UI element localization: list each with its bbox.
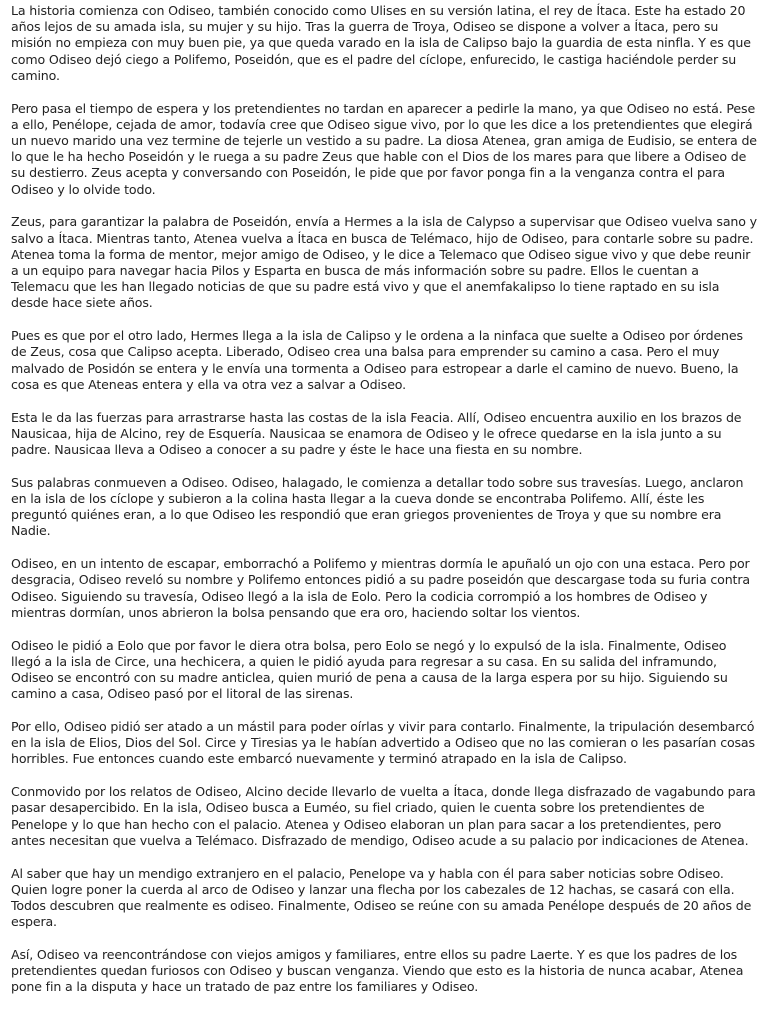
paragraph-11: Al saber que hay un mendigo extranjero en el palacio, Penelope va y habla con él para saber noticias sobre Odiseo. Quien logre poner la cuerda al arco de Odiseo y lanzar una flecha por los cabezales de 12 hachas, se casará con ella. Todos descubren que realmente es odiseo. Finalmente, Odiseo se reúne con su amada Penélope después de 20 años de espera. <box>11 865 752 930</box>
paragraph-4: Pues es que por el otro lado, Hermes llega a la isla de Calipso y le ordena a la ninfaca que suelte a Odiseo por órdenes de Zeus, cosa que Calipso acepta. Liberado, Odiseo crea una balsa para emprender su camino a casa. Pero el muy malvado de Posidón se entera y le envía una tormenta a Odiseo para estropear a darle el camino de nuevo. Bueno, la cosa es que Ateneas entera y ella va otra vez a salvar a Odiseo. <box>11 328 743 392</box>
paragraph-10: Conmovido por los relatos de Odiseo, Alcino decide llevarlo de vuelta a Ítaca, donde llega disfrazado de vagabundo para pasar desapercibido. En la isla, Odiseo busca a Euméo, su fiel criado, quien le cuenta sobre los pretendientes de Penelope y lo que han hecho con el palacio. Atenea y Odiseo elaboran un plan para sacar a los pretendientes, pero antes necesitan que vuelva a Telémaco. Disfrazado de mendigo, Odiseo acude a su palacio por indicaciones de Atenea. <box>11 784 756 848</box>
paragraph-1: La historia comienza con Odiseo, también conocido como Ulises en su versión latina, el rey de Ítaca. Este ha estado 20 años lejos de su amada isla, su mujer y su hijo. Tras la guerra de Troya, Odiseo se dispone a volver a Ítaca, pero su misión no empieza con muy buen pie, ya que queda varado en la isla de Calipso bajo la guardia de esta ninfla. Y es que como Odiseo dejó ciego a Polifemo, Poseidón, que es el padre del cíclope, enfurecido, le castiga haciéndole perder su camino. <box>11 3 751 83</box>
paragraph-12: Así, Odiseo va reencontrándose con viejos amigos y familiares, entre ellos su padre Laerte. Y es que los padres de los pretendientes quedan furiosos con Odiseo y buscan venganza. Viendo que esto es la historia de nunca acabar, Atenea pone fin a la disputa y hace un tratado de paz entre los familiares y Odiseo. <box>11 947 744 995</box>
paragraph-6: Sus palabras conmueven a Odiseo. Odiseo, halagado, le comienza a detallar todo sobre sus travesías. Luego, anclaron en la isla de los cíclope y subieron a la colina hasta llegar a la cueva donde se encontraba Polifemo. Allí, éste les preguntó quiénes eran, a lo que Odiseo les respondió que eran griegos provenientes de Troya y que su nombre era Nadie. <box>11 474 744 539</box>
paragraph-8: Odiseo le pidió a Eolo que por favor le diera otra bolsa, pero Eolo se negó y lo expulsó de la isla. Finalmente, Odiseo llegó a la isla de Circe, una hechicera, a quien le pidió ayuda para regresar a su casa. En su salida del inframundo, Odiseo se encontró con su madre anticlea, quien murió de pena a causa de la larga espera por su hijo. Siguiendo su camino a casa, Odiseo pasó por el litoral de las sirenas. <box>11 637 728 702</box>
paragraph-5: Esta le da las fuerzas para arrastrarse hasta las costas de la isla Feacia. Allí, Odiseo encuentra auxilio en los brazos de Nausicaa, hija de Alcino, rey de Esquería. Nausicaa se enamora de Odiseo y le ofrece quedarse en la isla junto a su padre. Nausicaa lleva a Odiseo a conocer a su padre y éste le hace una fiesta en su nombre. <box>11 409 742 458</box>
paragraph-7: Odiseo, en un intento de escapar, emborrachó a Polifemo y mientras dormía le apuñaló un ojo con una estaca. Pero por desgracia, Odiseo reveló su nombre y Polifemo entonces pidió a su padre poseidón que descargase toda su furia contra Odiseo. Siguiendo su travesía, Odiseo llegó a la isla de Eolo. Pero la codicia corrompió a los hombres de Odiseo y mientras dormían, unos abrieron la bolsa pensando que era oro, haciendo soltar los vientos. <box>11 556 750 620</box>
paragraph-3: Zeus, para garantizar la palabra de Poseidón, envía a Hermes a la isla de Calypso a supervisar que Odiseo vuelva sano y salvo a Ítaca. Mientras tanto, Atenea vuelva a Ítaca en busca de Telémaco, hijo de Odiseo, para contarle sobre su padre. Atenea toma la forma de mentor, mejor amigo de Odiseo, y le dice a Telemaco que Odiseo sigue vivo y que debe reunir a un equipo para navegar hacia Pilos y Esparta en busca de más información sobre su padre. Ellos le cuentan a Telemacu que les han llegado noticias de que su padre está vivo y que el anemfakalipso lo tiene raptado en su isla desde hace siete años. <box>11 214 757 311</box>
paragraph-9: Por ello, Odiseo pidió ser atado a un mástil para poder oírlas y vivir para contarlo. Finalmente, la tripulación desembarcó en la isla de Elios, Dios del Sol. Circe y Tiresias ya le habían advertido a Odiseo que no las comieran o les pasarían cosas horribles. Fue entonces cuando este embarcó nuevamente y terminó atrapado en la isla de Calipso. <box>11 719 755 767</box>
paragraph-2: Pero pasa el tiempo de espera y los pretendientes no tardan en aparecer a pedirle la mano, ya que Odiseo no está. Pese a ello, Penélope, cejada de amor, todavía cree que Odiseo sigue vivo, por lo que les dice a los pretendientes que elegirá un nuevo marido una vez termine de tejerle un vestido a su padre. La diosa Atenea, gran amiga de Eudisio, se entera de lo que le ha hecho Poseidón y le ruega a su padre Zeus que hable con el Dios de los mares para que libere a Odiseo de su destierro. Zeus acepta y conversando con Poseidón, le pide que por favor ponga fin a la venganza contra el para Odiseo y lo olvide todo. <box>11 100 757 197</box>
